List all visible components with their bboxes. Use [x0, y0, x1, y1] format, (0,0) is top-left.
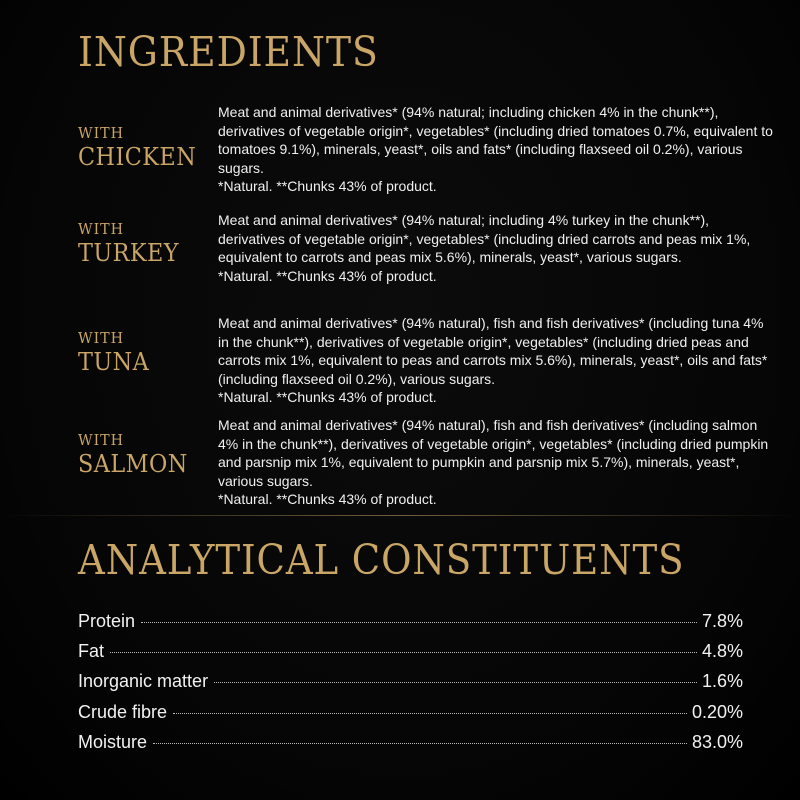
- constituent-value: 7.8%: [701, 611, 743, 631]
- variety-turkey-label: [78, 222, 187, 265]
- analytical-constituents-list: [78, 611, 743, 762]
- ingredient-note: *Natural. **Chunks 43% of product.: [218, 267, 437, 284]
- variety-name: CHICKEN: [78, 143, 197, 171]
- constituent-label: Inorganic matter: [78, 671, 209, 692]
- variety-name: SALMON: [78, 450, 188, 478]
- analytical-constituents-title: ANALYTICAL CONSTITUENTS: [78, 536, 685, 584]
- constituent-value: 0.20%: [691, 701, 743, 722]
- variety-salmon-label: [78, 433, 196, 476]
- dot-leader: [214, 682, 697, 683]
- ingredient-note: *Natural. **Chunks 43% of product.: [218, 491, 437, 508]
- variety-with-text: WITH: [78, 431, 125, 449]
- dot-leader: [173, 713, 687, 714]
- constituent-value: 4.8%: [701, 641, 743, 662]
- constituent-label: Crude fibre: [78, 701, 168, 722]
- constituent-row-fat: [78, 641, 743, 671]
- constituent-label: Fat: [78, 641, 105, 662]
- ingredients-title: INGREDIENTS: [78, 28, 379, 76]
- variety-chicken-description: [218, 103, 778, 196]
- variety-with-text: WITH: [78, 124, 125, 142]
- section-divider: [0, 515, 800, 516]
- ingredient-note: *Natural. **Chunks 43% of product.: [218, 389, 437, 406]
- constituent-value: 83.0%: [691, 731, 743, 752]
- variety-chicken-label: [78, 126, 205, 169]
- variety-salmon-description: [218, 416, 778, 509]
- variety-tuna-description: [218, 314, 778, 407]
- variety-with-text: WITH: [78, 329, 125, 347]
- constituent-row-moisture: [78, 732, 743, 762]
- dot-leader: [141, 622, 697, 623]
- variety-name: TUNA: [78, 348, 150, 376]
- ingredient-text: Meat and animal derivatives* (94% natural; including 4% turkey in the chunk**), derivatives of vegetable origin*, vegetables* (including dried carrots and peas mix 1%, equivalent to carrots and peas mix 5.6%), minerals, yeast*, various sugars.: [218, 212, 751, 266]
- constituent-value: 1.6%: [701, 671, 743, 692]
- ingredient-note: *Natural. **Chunks 43% of product.: [218, 178, 437, 195]
- constituent-label: Moisture: [78, 731, 148, 752]
- variety-tuna-label: [78, 331, 155, 374]
- dot-leader: [110, 652, 697, 653]
- constituent-label: Protein: [78, 611, 136, 631]
- ingredient-text: Meat and animal derivatives* (94% natural), fish and fish derivatives* (including tuna 4% in the chunk**), derivatives of vegetable origin*, vegetables* (including dried peas and carrots mix 1%, equivalent to peas and carrots mix 5.6%), minerals, yeast*, oils and fats* (including flaxseed oil 0.2%), various sugars.: [218, 315, 768, 387]
- constituent-row-inorganic-matter: [78, 671, 743, 701]
- dot-leader: [153, 743, 687, 744]
- constituent-row-protein: [78, 611, 743, 641]
- ingredient-text: Meat and animal derivatives* (94% natural; including chicken 4% in the chunk**), derivatives of vegetable origin*, vegetables* (including dried tomatoes 0.7%, equivalent to tomatoes 9.1%), minerals, yeast*, oils and fats* (including flaxseed oil 0.2%), various sugars.: [218, 104, 773, 176]
- variety-name: TURKEY: [78, 239, 180, 267]
- constituent-row-crude-fibre: [78, 702, 743, 732]
- variety-with-text: WITH: [78, 220, 125, 238]
- variety-turkey-description: [218, 211, 778, 285]
- ingredient-text: Meat and animal derivatives* (94% natural), fish and fish derivatives* (including salmon 4% in the chunk**), derivatives of vegetable origin*, vegetables* (including dried pumpkin and parsnip mix 1%, equivalent to pumpkin and parsnip mix 5.7%), minerals, yeast*, various sugars.: [218, 417, 769, 489]
